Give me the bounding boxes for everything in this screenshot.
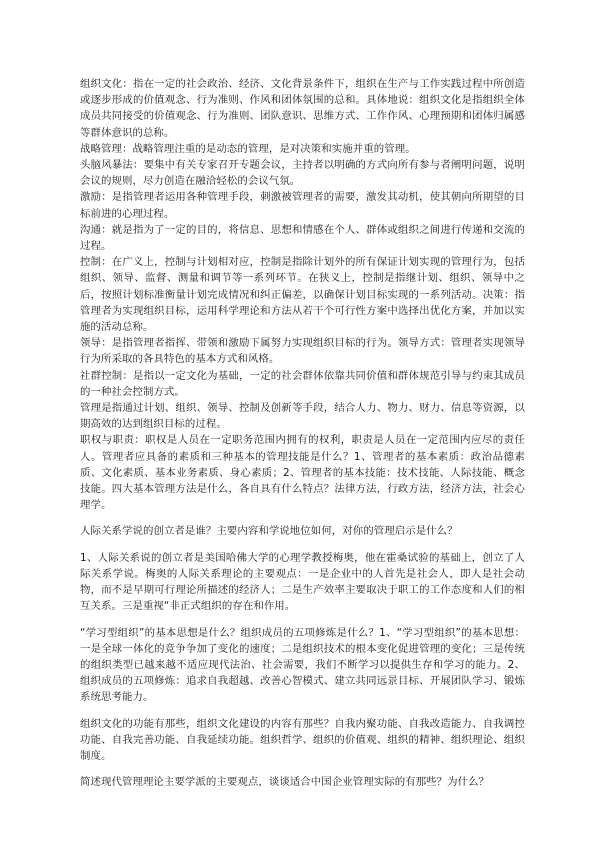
paragraph-motivation: 激励：是指管理者运用各种管理手段，刺激被管理者的需要，激发其动机，使其朝向所期望的目标前进的心理过程。 xyxy=(80,191,525,220)
paragraph-leadership: 领导：是指管理者指挥、带领和激励下属努力实现组织目标的行为。领导方式：管理者实现领导行为所采取的各具特色的基本方式和风格。 xyxy=(80,337,525,366)
paragraph-brainstorming: 头脑风暴法：要集中有关专家召开专题会议，主持者以明确的方式向所有参与者阐明问题，说明会议的规则，尽力创造在融洽轻松的会议气氛。 xyxy=(80,159,525,188)
paragraph-organizational-culture: 组织文化：指在一定的社会政治、经济、文化背景条件下，组织在生产与工作实践过程中所创造或逐步形成的价值观念、行为准则、作风和团体氛围的总和。具体地说：组织文化是指组织全体成员共同接受的价值观念、行为准则、团队意识、思维方式、工作作风、心理预期和团体归属感等群体意识的总称。 xyxy=(80,78,525,139)
paragraph-community-control: 社群控制：是指以一定文化为基础，一定的社会群体依靠共同价值和群体规范引导与约束其成员的一种社会控制方式。 xyxy=(80,369,525,398)
paragraph-communication: 沟通：就是指为了一定的目的，将信息、思想和情感在个人、群体或组织之间进行传递和交流的过程。 xyxy=(80,223,525,253)
question-modern-management-schools: 简述现代管理理论主要学派的主要观点，谈谈适合中国企业管理实际的有那些？为什么？ xyxy=(80,776,490,789)
paragraph-learning-organization: “学习型组织”的基本思想是什么？组织成员的五项修炼是什么？1、“学习型组织”的基本思想：一是全球一体化的竞争争加了变化的速度；二是组织技术的根本变化促进管理的变化；三是传统的组织类型已越来越不适应现代法治、社会需要，我们不断学习以提供生存和学习的能力。2、组织成员的五项修炼：追求自我超越、改善心智模式、建立共同远景目标、开展团队学习、锻炼系统思考能力。 xyxy=(80,626,525,704)
paragraph-culture-functions: 组织文化的功能有那些，组织文化建设的内容有那些？自我内聚功能、自我改造能力、自我调控功能、自我完善功能、自我延续功能。组织哲学、组织的价值观、组织的精神、组织理论、组织制度。 xyxy=(80,717,525,762)
answer-human-relations: 1、人际关系说的创立者是美国哈佛大学的心理学教授梅奥，他在霍桑试验的基础上，创立了人际关系学说。梅奥的人际关系理论的主要观点：一是企业中的人首先是社会人，即人是社会动物，而不是早期可行理论所描述的经济人；二是生产效率主要取决于职工的工作态度和人们的相互关系。三是重视“非正式组织的存在和作用。 xyxy=(80,551,525,613)
paragraph-management-definition: 管理是指通过计划、组织、领导、控制及创新等手段，结合人力、物力、财力、信息等资源，以期高效的达到组织目标的过程。 xyxy=(80,402,525,431)
paragraph-strategic-management: 战略管理：战略管理注重的是动态的管理，是对决策和实施并重的管理。 xyxy=(80,142,416,155)
document-page xyxy=(80,76,525,790)
paragraph-authority-responsibility: 职权与职责：职权是人员在一定职务范围内拥有的权利，职责是人员在一定范围内应尽的责任人。管理者应具备的素质和三种基本的管理技能是什么？1、管理者的基本素质：政治品德素质、文化素质、基本业务素质、身心素质；2、管理者的基本技能：技术技能、人际技能、概念技能。四大基本管理方法是什么，各自具有什么特点？法律方法，行政方法，经济方法，社会心理学。 xyxy=(80,434,525,512)
paragraph-control: 控制：在广义上，控制与计划相对应，控制是指除计划外的所有保证计划实现的管理行为，包括组织、领导、监督、测量和调节等一系列环节。在狭义上，控制是指继计划、组织、领导中之后，按照计划标准衡量计划完成情况和纠正偏差，以确保计划目标实现的一系列活动。决策：指管理者为实现组织目标，运用科学理论和方法从若干个可行性方案中选择出优化方案，并加以实施的活动总称。 xyxy=(80,256,525,334)
question-human-relations: 人际关系学说的创立者是谁？主要内容和学说地位如何，对你的管理启示是什么？ xyxy=(80,525,458,538)
